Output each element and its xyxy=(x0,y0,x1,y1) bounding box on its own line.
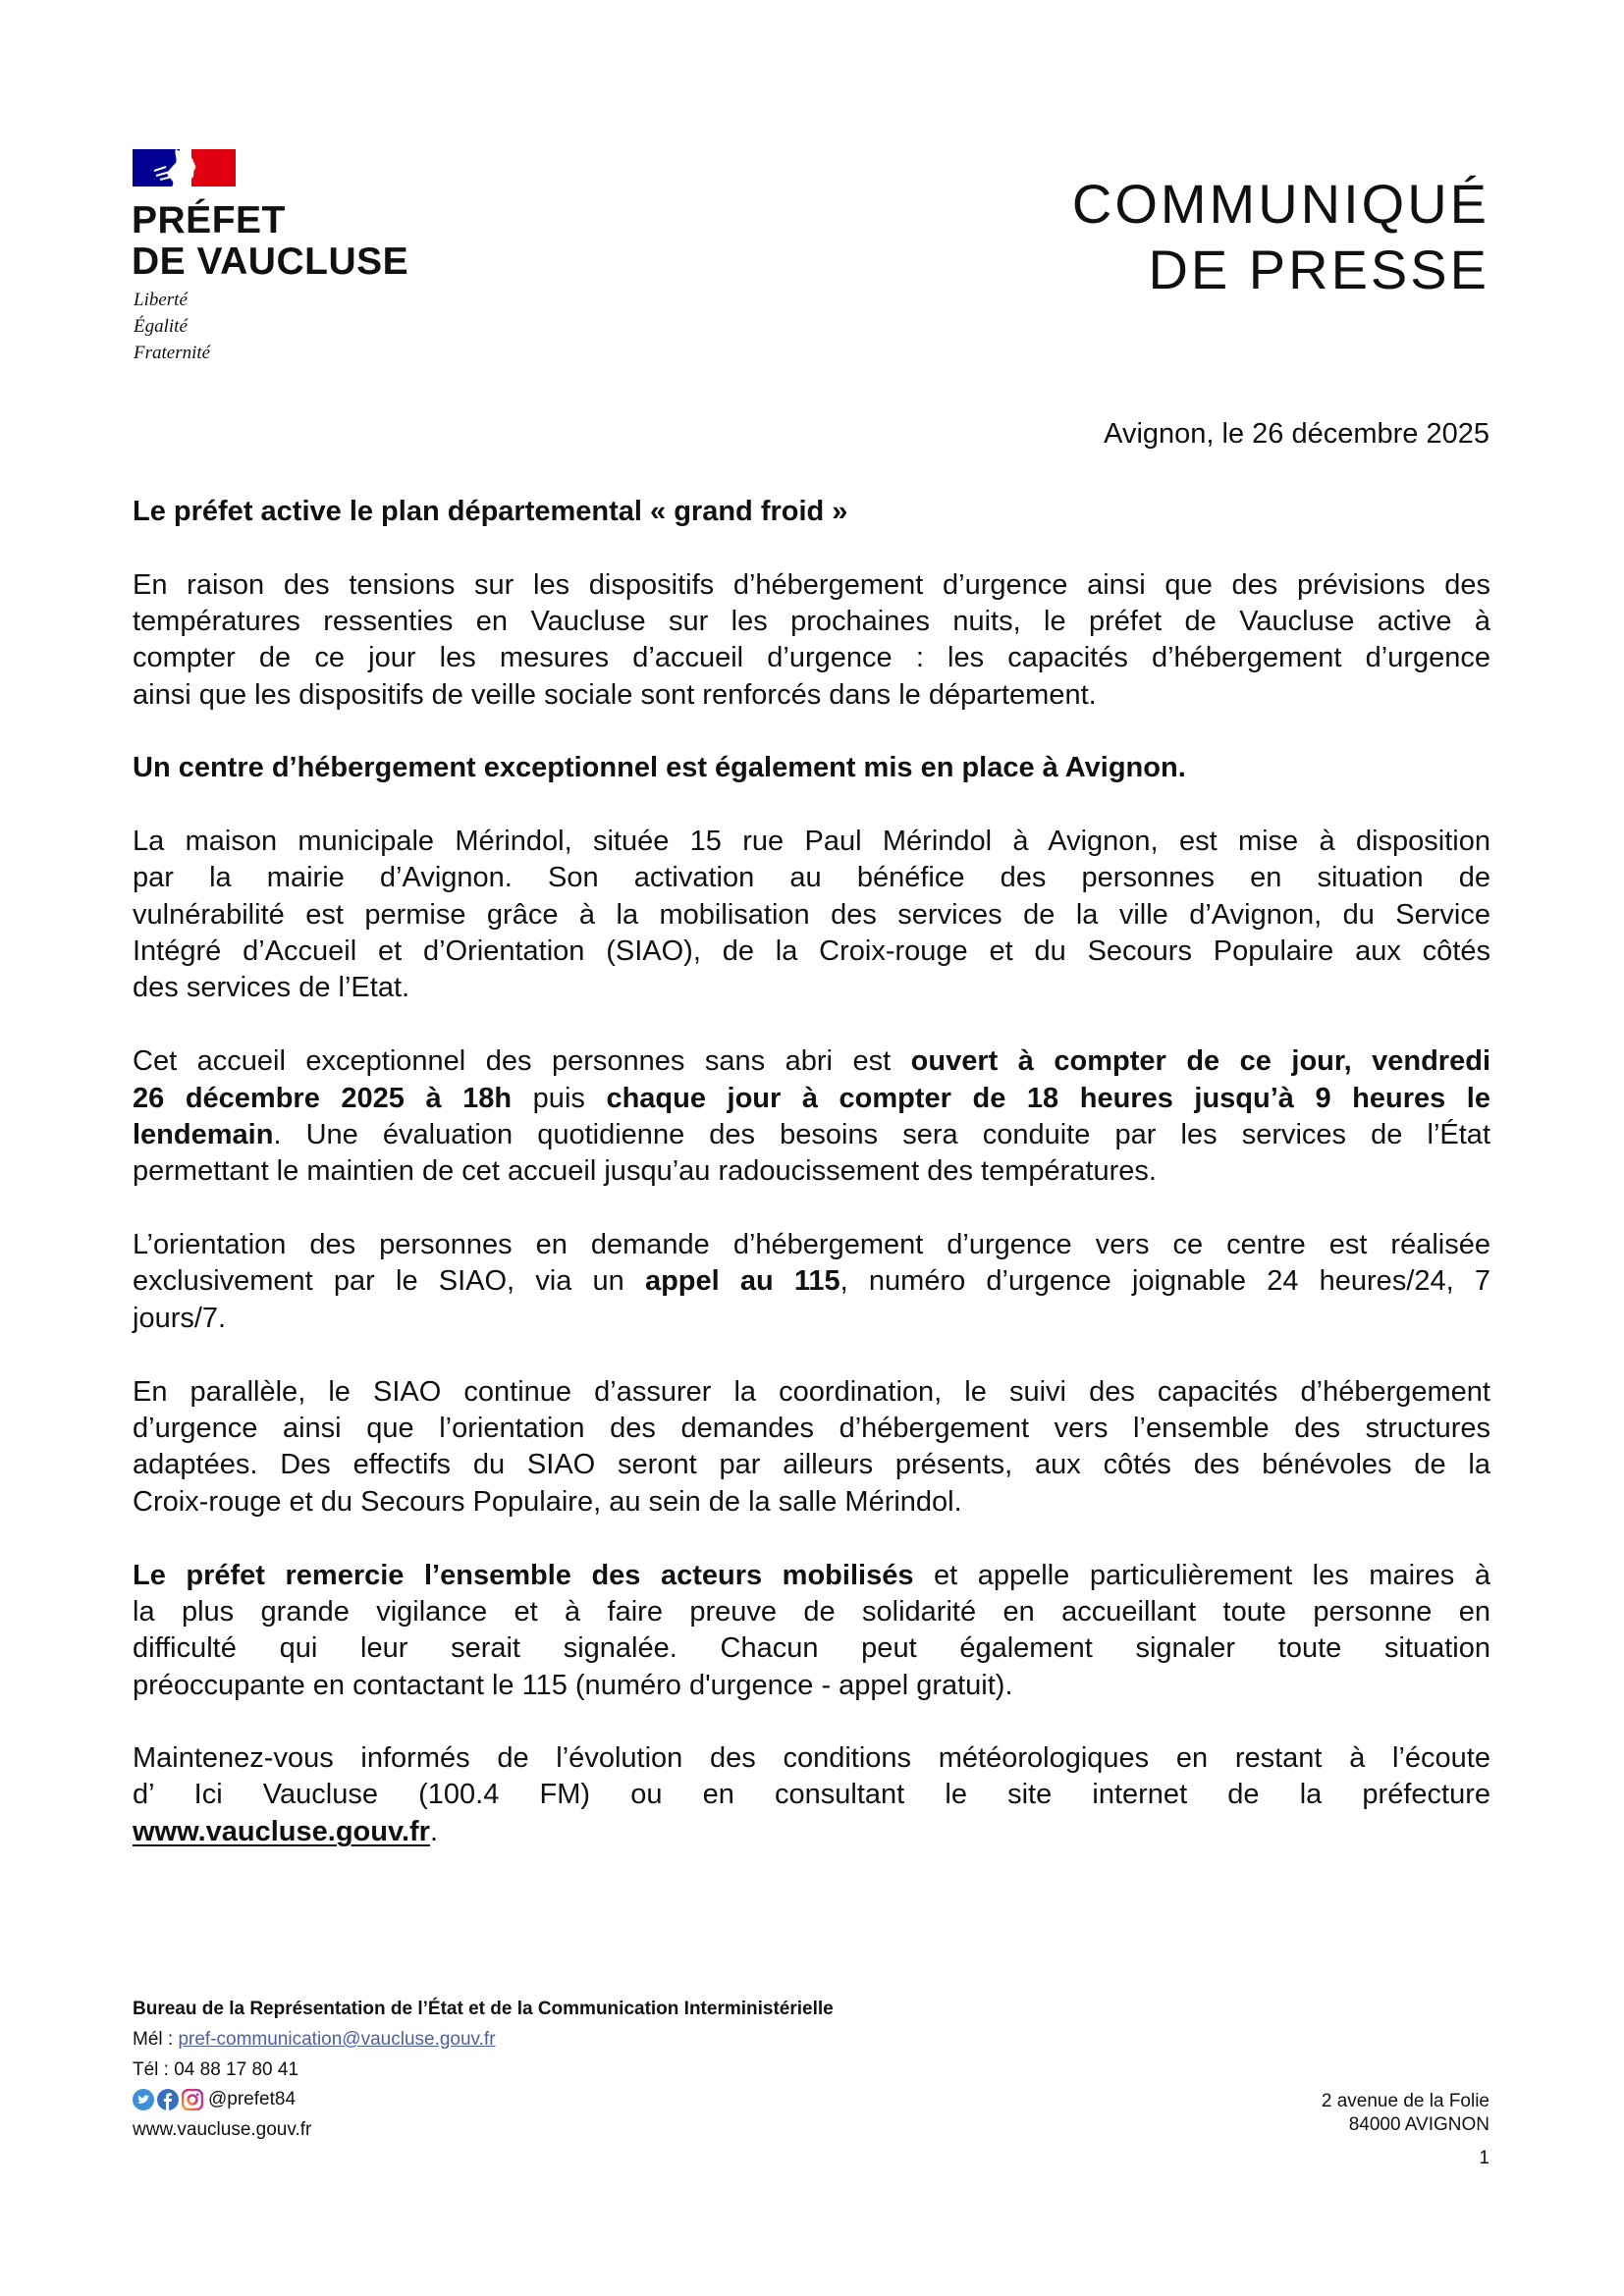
p2-line: La maison municipale Mérindol, située 15 rue Paul Mérindol à Avignon, est mise à disposition xyxy=(133,826,1490,857)
twitter-icon[interactable] xyxy=(133,2089,154,2110)
p1-line: compter de ce jour les mesures d’accueil d’urgence : les capacités d’hébergement d’urgence xyxy=(133,642,1490,673)
footer-tel: Tél : 04 88 17 80 41 xyxy=(133,2059,299,2080)
social-handle: @prefet84 xyxy=(208,2089,297,2109)
p4-line: L’orientation des personnes en demande d’hébergement d’urgence vers ce centre est réalisée xyxy=(133,1229,1490,1260)
p7-line xyxy=(133,1814,1490,1850)
email-link[interactable]: pref-communication@vaucluse.gouv.fr xyxy=(178,2029,496,2050)
instagram-icon[interactable] xyxy=(182,2089,203,2110)
p3-text: Cet accueil exceptionnel des personnes sans abri est xyxy=(133,1045,911,1077)
p6-line: préoccupante en contactant le 115 (numéro d'urgence - appel gratuit). xyxy=(133,1670,1013,1701)
p6-text: et appelle particulièrement les maires à xyxy=(913,1560,1490,1591)
p4-line: jours/7. xyxy=(133,1303,227,1334)
p3-bold: lendemain xyxy=(133,1119,274,1150)
p7-text: . xyxy=(429,1816,439,1847)
motto-liberte: Liberté xyxy=(134,290,188,310)
highlight-line: Un centre d’hébergement exceptionnel est également mis en place à Avignon. xyxy=(133,752,1186,783)
footer-bureau: Bureau de la Représentation de l’État et de la Communication Interministérielle xyxy=(133,1999,834,2019)
p4-text: exclusivement par le SIAO, via un xyxy=(133,1265,645,1297)
p3-bold: chaque jour à compter de 18 heures jusqu’à 9 heures le xyxy=(606,1083,1490,1114)
footer-website: www.vaucluse.gouv.fr xyxy=(133,2119,312,2140)
footer-mail xyxy=(133,2027,496,2052)
address-line2: 84000 AVIGNON xyxy=(1348,2114,1489,2135)
p6-bold: Le préfet remercie l’ensemble des acteurs mobilisés xyxy=(133,1560,914,1591)
p3-line xyxy=(133,1081,1490,1117)
p5-line: Croix-rouge et du Secours Populaire, au sein de la salle Mérindol. xyxy=(133,1486,962,1518)
motto-egalite: Égalité xyxy=(134,316,188,337)
p3-line xyxy=(133,1043,1490,1080)
p4-bold: appel au 115 xyxy=(644,1265,840,1297)
p3-bold: ouvert à compter de ce jour, vendredi xyxy=(910,1045,1490,1077)
article-title: Le préfet active le plan départemental « grand froid » xyxy=(133,496,848,527)
facebook-icon[interactable] xyxy=(157,2089,179,2110)
logo-prefet: PRÉFET xyxy=(132,199,286,241)
mail-label: Mél : xyxy=(133,2029,179,2050)
page-number: 1 xyxy=(1479,2148,1489,2168)
p1-line: ainsi que les dispositifs de veille sociale sont renforcés dans le département. xyxy=(133,679,1097,711)
p4-line xyxy=(133,1263,1490,1300)
p3-line: permettant le maintien de cet accueil jusqu’au radoucissement des températures. xyxy=(133,1155,1157,1187)
logo-de-vaucluse: DE VAUCLUSE xyxy=(132,240,409,283)
p1-line: En raison des tensions sur les dispositifs d’hébergement d’urgence ainsi que des prévisions des xyxy=(133,569,1490,601)
p6-line xyxy=(133,1558,1490,1594)
p2-line: par la mairie d’Avignon. Son activation au bénéfice des personnes en situation de xyxy=(133,862,1490,893)
press-date: Avignon, le 26 décembre 2025 xyxy=(1104,418,1489,450)
p5-line: adaptées. Des effectifs du SIAO seront par ailleurs présents, aux côtés des bénévoles de la xyxy=(133,1449,1490,1480)
p5-line: d’urgence ainsi que l’orientation des demandes d’hébergement vers l’ensemble des structures xyxy=(133,1413,1490,1444)
p2-line: des services de l’Etat. xyxy=(133,972,410,1003)
p7-line: Maintenez-vous informés de l’évolution des conditions météorologiques en restant à l’écoute xyxy=(133,1742,1490,1774)
address-line1: 2 avenue de la Folie xyxy=(1321,2091,1489,2111)
p3-text: puis xyxy=(512,1083,607,1114)
marianne-flag-icon xyxy=(133,149,236,187)
p2-line: Intégré d’Accueil et d’Orientation (SIAO), de la Croix-rouge et du Secours Populaire aux côtés xyxy=(133,935,1490,967)
p1-line: températures ressenties en Vaucluse sur les prochaines nuits, le préfet de Vaucluse active à xyxy=(133,606,1490,637)
p7-line: d’ Ici Vaucluse (100.4 FM) ou en consultant le site internet de la préfecture xyxy=(133,1779,1490,1810)
p6-line: la plus grande vigilance et à faire preuve de solidarité en accueillant toute personne en xyxy=(133,1596,1490,1628)
motto-fraternite: Fraternité xyxy=(134,343,211,363)
p3-bold: 26 décembre 2025 à 18h xyxy=(133,1083,513,1114)
p3-line xyxy=(133,1117,1490,1153)
p3-text: . Une évaluation quotidienne des besoins sera conduite par les services de l’État xyxy=(273,1119,1490,1150)
p5-line: En parallèle, le SIAO continue d’assurer la coordination, le suivi des capacités d’hébergement xyxy=(133,1376,1490,1408)
footer-social xyxy=(133,2087,296,2111)
p2-line: vulnérabilité est permise grâce à la mobilisation des services de la ville d’Avignon, du Service xyxy=(133,899,1490,931)
doc-type-line1: COMMUNIQUÉ xyxy=(1071,173,1489,235)
prefecture-website-link[interactable]: www.vaucluse.gouv.fr xyxy=(133,1816,430,1847)
doc-type-line2: DE PRESSE xyxy=(1148,239,1489,300)
p6-line: difficulté qui leur serait signalée. Chacun peut également signaler toute situation xyxy=(133,1632,1490,1664)
address xyxy=(1322,2090,1489,2137)
p4-text: , numéro d’urgence joignable 24 heures/24, 7 xyxy=(839,1265,1490,1297)
